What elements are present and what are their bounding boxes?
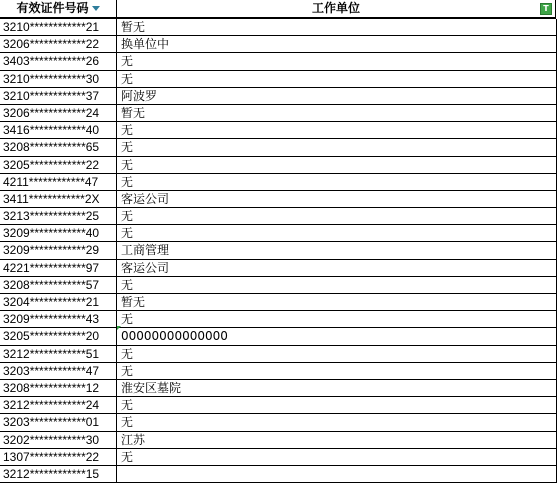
id-number-cell[interactable]: 3203************47 <box>0 363 117 379</box>
table-row <box>0 414 557 431</box>
table-row <box>0 88 557 105</box>
table-row <box>0 397 557 414</box>
filter-active-icon[interactable]: T <box>540 3 552 15</box>
id-number-cell[interactable]: 3209************43 <box>0 311 117 327</box>
work-unit-cell[interactable] <box>117 466 557 482</box>
id-number-cell[interactable]: 4211************47 <box>0 174 117 190</box>
column-header-id-number-label: 有效证件号码 <box>16 1 89 15</box>
id-number-cell[interactable]: 3411************2X <box>0 191 117 207</box>
table-body <box>0 19 557 483</box>
table-row <box>0 242 557 259</box>
table-row <box>0 294 557 311</box>
id-number-cell[interactable]: 3210************30 <box>0 71 117 87</box>
table-row <box>0 174 557 191</box>
column-header-work-unit[interactable] <box>117 0 556 19</box>
work-unit-cell[interactable]: 暂无 <box>117 105 557 121</box>
work-unit-cell[interactable]: 暂无 <box>117 19 557 35</box>
id-number-cell[interactable]: 3204************21 <box>0 294 117 310</box>
table-row <box>0 19 557 36</box>
id-number-cell[interactable]: 1307************22 <box>0 449 117 465</box>
id-number-cell[interactable]: 3403************26 <box>0 53 117 69</box>
table-row <box>0 157 557 174</box>
id-number-cell[interactable]: 3208************57 <box>0 277 117 293</box>
id-number-cell[interactable]: 3212************51 <box>0 346 117 362</box>
column-header-work-unit-label: 工作单位 <box>311 1 360 15</box>
work-unit-cell[interactable]: 无 <box>117 363 557 379</box>
id-number-cell[interactable]: 3416************40 <box>0 122 117 138</box>
id-number-cell[interactable]: 3208************65 <box>0 139 117 155</box>
table-row <box>0 466 557 483</box>
table-row <box>0 53 557 70</box>
work-unit-cell[interactable]: 无 <box>117 397 557 413</box>
work-unit-cell[interactable]: 客运公司 <box>117 191 557 207</box>
id-number-cell[interactable]: 3212************15 <box>0 466 117 482</box>
table-row <box>0 208 557 225</box>
table-row <box>0 71 557 88</box>
work-unit-cell[interactable]: 无 <box>117 174 557 190</box>
table-row <box>0 36 557 53</box>
id-number-cell[interactable]: 4221************97 <box>0 260 117 276</box>
table-row <box>0 363 557 380</box>
work-unit-cell[interactable]: 无 <box>117 277 557 293</box>
table-row <box>0 380 557 397</box>
id-number-cell[interactable]: 3212************24 <box>0 397 117 413</box>
id-number-cell[interactable]: 3209************29 <box>0 242 117 258</box>
work-unit-cell[interactable]: 无 <box>117 225 557 241</box>
id-number-cell[interactable]: 3206************24 <box>0 105 117 121</box>
id-number-cell[interactable]: 3205************22 <box>0 157 117 173</box>
work-unit-cell[interactable]: 无 <box>117 157 557 173</box>
work-unit-cell[interactable]: 工商管理 <box>117 242 557 258</box>
id-number-cell[interactable]: 3202************30 <box>0 432 117 448</box>
work-unit-cell[interactable]: 淮安区墓院 <box>117 380 557 396</box>
table-row <box>0 105 557 122</box>
work-unit-cell[interactable]: 无 <box>117 122 557 138</box>
id-number-cell[interactable]: 3210************37 <box>0 88 117 104</box>
id-number-cell[interactable]: 3210************21 <box>0 19 117 35</box>
id-number-cell[interactable]: 3209************40 <box>0 225 117 241</box>
work-unit-cell[interactable]: 无 <box>117 53 557 69</box>
work-unit-cell[interactable]: 无 <box>117 346 557 362</box>
table-row <box>0 328 557 345</box>
work-unit-cell[interactable]: 无 <box>117 449 557 465</box>
work-unit-cell[interactable]: 无 <box>117 139 557 155</box>
work-unit-cell[interactable]: 换单位中 <box>117 36 557 52</box>
table-row <box>0 139 557 156</box>
table-row <box>0 449 557 466</box>
id-number-cell[interactable]: 3206************22 <box>0 36 117 52</box>
table-row <box>0 346 557 363</box>
work-unit-cell[interactable]: 无 <box>117 414 557 430</box>
column-header-id-number[interactable] <box>0 0 117 19</box>
id-number-cell[interactable]: 3205************20 <box>0 328 117 344</box>
cell-error-indicator-icon <box>117 326 121 330</box>
table-row <box>0 311 557 328</box>
filter-dropdown-icon[interactable] <box>92 6 100 11</box>
table-row <box>0 260 557 277</box>
work-unit-cell[interactable]: 00000000000000 <box>117 328 557 344</box>
table-row <box>0 191 557 208</box>
table-row <box>0 225 557 242</box>
work-unit-cell[interactable]: 江苏 <box>117 432 557 448</box>
work-unit-cell[interactable]: 阿波罗 <box>117 88 557 104</box>
work-unit-cell[interactable]: 无 <box>117 208 557 224</box>
work-unit-cell[interactable]: 客运公司 <box>117 260 557 276</box>
id-number-cell[interactable]: 3208************12 <box>0 380 117 396</box>
table-row <box>0 122 557 139</box>
work-unit-cell[interactable]: 暂无 <box>117 294 557 310</box>
work-unit-cell[interactable]: 无 <box>117 311 557 327</box>
table-row <box>0 432 557 449</box>
work-unit-cell[interactable]: 无 <box>117 71 557 87</box>
id-number-cell[interactable]: 3213************25 <box>0 208 117 224</box>
id-number-cell[interactable]: 3203************01 <box>0 414 117 430</box>
table-row <box>0 277 557 294</box>
